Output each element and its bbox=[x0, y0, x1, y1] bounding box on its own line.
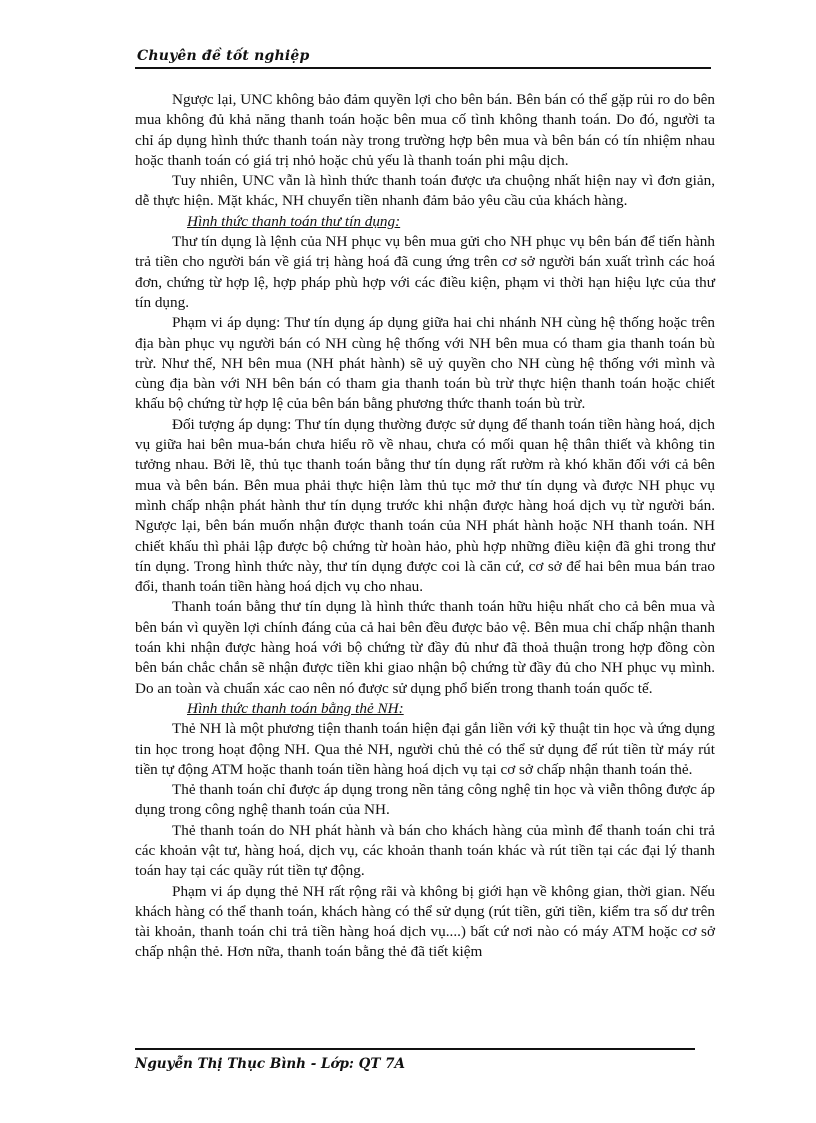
paragraph: Tuy nhiên, UNC vẫn là hình thức thanh toán được ưa chuộng nhất hiện nay vì đơn giản, dễ thực hiện. Mặt khác, NH chuyển tiền nhanh đảm bảo yêu cầu của khách hàng. bbox=[135, 172, 715, 210]
header-divider bbox=[135, 67, 711, 69]
page-footer bbox=[135, 1048, 695, 1072]
footer-author: Nguyễn Thị Thục Bình - Lớp: QT 7A bbox=[135, 1056, 405, 1072]
page-header bbox=[135, 48, 711, 69]
paragraph: Đối tượng áp dụng: Thư tín dụng thường được sử dụng để thanh toán tiền hàng hoá, dịch vụ giữa hai bên mua-bán chưa hiểu rõ về nhau, chưa có mối quan hệ thân thiết và không tin tưởng nhau. Bởi lẽ, thủ tục thanh toán bằng thư tín dụng rất rườm rà khó khăn đối với cả bên mua và bên bán. Bên mua phải thực hiện làm thủ tục mở thư tín dụng và được NH phục vụ mình chấp nhận phát hành thư tín dụng trước khi nhận được hàng hoá dịch vụ từ người bán. Ngược lại, bên bán muốn nhận được thanh toán của NH phát hành hoặc NH thanh toán. NH chiết khấu thì phải lập được bộ chứng từ hoàn hảo, phù hợp những điều kiện đã ghi trong thư tín dụng. Trong hình thức này, thư tín dụng được coi là căn cứ, cơ sở để hai bên mua bán trao đổi, thanh toán tiền hàng hoá dịch vụ cho nhau. bbox=[135, 415, 715, 596]
paragraph: Ngược lại, UNC không bảo đảm quyền lợi cho bên bán. Bên bán có thể gặp rủi ro do bên mua không đủ khả năng thanh toán hoặc bên mua cố tình không thanh toán. Do đó, người ta chỉ áp dụng hình thức thanh toán này trong trường hợp bên mua và bên bán có tín nhiệm nhau hoặc thanh toán có giá trị nhỏ hoặc chủ yếu là thanh toán phi mậu dịch. bbox=[135, 91, 715, 169]
section-subheading: Hình thức thanh toán thư tín dụng: bbox=[187, 212, 401, 230]
paragraph: Thẻ thanh toán do NH phát hành và bán cho khách hàng của mình để thanh toán chi trả các khoản vật tư, hàng hoá, dịch vụ, các khoản thanh toán khác và rút tiền tại các đại lý thanh toán hay tại các quầy rút tiền tự động. bbox=[135, 821, 715, 880]
footer-divider bbox=[135, 1048, 695, 1050]
paragraph: Thư tín dụng là lệnh của NH phục vụ bên mua gửi cho NH phục vụ bên bán để tiến hành trả tiền cho người bán về giá trị hàng hoá đã cung ứng trên cơ sở người bán xuất trình các hoá đơn, chứng từ hợp lệ, hợp pháp phù hợp với các điều kiện, phạm vi thời hạn hiệu lực của thư tín dụng. bbox=[135, 233, 715, 311]
paragraph: Thanh toán bằng thư tín dụng là hình thức thanh toán hữu hiệu nhất cho cả bên mua và bên bán vì quyền lợi chính đáng của cả hai bên đều được bảo vệ. Bên mua chỉ chấp nhận thanh toán khi nhận được hàng hoá với bộ chứng từ đầy đủ như đã thoả thuận trong hợp đồng còn bên bán chắc chắn sẽ nhận được tiền khi giao nhận bộ chứng từ đầy đủ cho NH phục vụ mình. Do an toàn và chuẩn xác cao nên nó được sử dụng phổ biến trong thanh toán quốc tế. bbox=[135, 598, 715, 697]
paragraph: Phạm vi áp dụng thẻ NH rất rộng rãi và không bị giới hạn về không gian, thời gian. Nếu khách hàng có thể thanh toán, khách hàng có thể sử dụng (rút tiền, gửi tiền, kiểm tra số dư trên tài khoản, thanh toán chi trả tiền hàng hoá dịch vụ....) bất cứ nơi nào có máy ATM hoặc cơ sở chấp nhận thẻ. Hơn nữa, thanh toán bằng thẻ đã tiết kiệm bbox=[135, 882, 715, 961]
paragraph: Thẻ NH là một phương tiện thanh toán hiện đại gắn liền với kỹ thuật tin học và ứng dụng tin học trong hoạt động NH. Qua thẻ NH, người chủ thẻ có thể sử dụng để rút tiền từ máy rút tiền tự động ATM hoặc thanh toán tiền hàng hoá dịch vụ tại cơ sở chấp nhận thanh toán thẻ. bbox=[135, 720, 715, 778]
section-subheading: Hình thức thanh toán bằng thẻ NH: bbox=[187, 699, 404, 717]
document-body bbox=[135, 90, 715, 963]
paragraph: Thẻ thanh toán chỉ được áp dụng trong nền tảng công nghệ tin học và viễn thông được áp dụng trong công nghệ thanh toán của NH. bbox=[135, 781, 715, 819]
paragraph: Phạm vi áp dụng: Thư tín dụng áp dụng giữa hai chi nhánh NH cùng hệ thống hoặc trên địa bàn phục vụ người bán có NH cùng hệ thống với NH bên mua có tham gia thanh toán bù trừ. Như thế, NH bên mua (NH phát hành) sẽ uỷ quyền cho NH cùng hệ thống với mình và cùng địa bàn với NH bên bán có tham gia thanh toán bù trừ thực hiện thanh toán hoặc chiết khấu bộ chứng từ hợp lệ của bên bán bằng phương thức thanh toán bù trừ. bbox=[135, 314, 715, 413]
header-title: Chuyên đề tốt nghiệp bbox=[137, 48, 310, 64]
